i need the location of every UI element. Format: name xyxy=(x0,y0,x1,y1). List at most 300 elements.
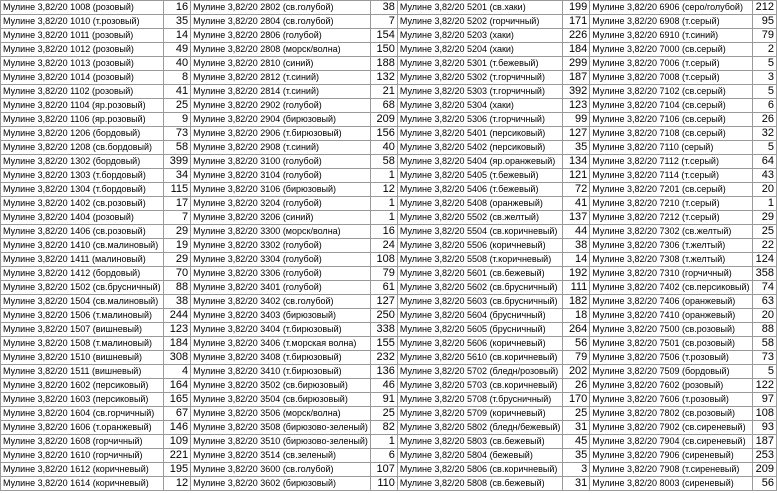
quantity-cell[interactable]: 192 xyxy=(563,267,590,281)
quantity-cell[interactable]: 79 xyxy=(370,267,397,281)
table-row xyxy=(1,449,777,463)
product-name-cell[interactable]: Мулине 3,82/20 1411 (малиновый) xyxy=(1,253,164,267)
quantity-cell[interactable]: 26 xyxy=(563,379,590,393)
quantity-cell[interactable]: 72 xyxy=(563,183,590,197)
quantity-cell[interactable]: 20 xyxy=(752,309,776,323)
quantity-cell[interactable]: 127 xyxy=(370,295,397,309)
quantity-cell[interactable]: 1 xyxy=(370,211,397,225)
quantity-cell[interactable]: 63 xyxy=(752,295,776,309)
quantity-cell[interactable]: 212 xyxy=(752,1,776,15)
product-name-cell[interactable]: Мулине 3,82/20 2804 (св.голубой) xyxy=(191,15,371,29)
product-name-cell[interactable]: Мулине 3,82/20 3510 (бирюзово-зеленый) xyxy=(191,435,371,449)
quantity-cell[interactable]: 155 xyxy=(370,337,397,351)
product-name-cell[interactable]: Мулине 3,82/20 5306 (т.горчичный) xyxy=(397,113,563,127)
product-name-cell[interactable]: Мулине 3,82/20 7008 (т.серый) xyxy=(590,71,752,85)
product-name-cell[interactable]: Мулине 3,82/20 7212 (т.серый) xyxy=(590,211,752,225)
quantity-cell[interactable]: 16 xyxy=(370,225,397,239)
product-name-cell[interactable]: Мулине 3,82/20 7904 (св.сиреневый) xyxy=(590,435,752,449)
product-name-cell[interactable]: Мулине 3,82/20 5702 (бледн/розовый) xyxy=(397,365,563,379)
quantity-cell[interactable]: 171 xyxy=(563,15,590,29)
product-name-cell[interactable]: Мулине 3,82/20 1603 (персиковый) xyxy=(1,393,164,407)
product-name-cell[interactable]: Мулине 3,82/20 1502 (св.брусничный) xyxy=(1,281,164,295)
product-name-cell[interactable]: Мулине 3,82/20 1604 (св.горчичный) xyxy=(1,407,164,421)
product-name-cell[interactable]: Мулине 3,82/20 7104 (св.серый) xyxy=(590,99,752,113)
quantity-cell[interactable]: 24 xyxy=(370,239,397,253)
table-row xyxy=(1,407,777,421)
quantity-cell[interactable]: 132 xyxy=(370,71,397,85)
table-row xyxy=(1,113,777,127)
product-name-cell[interactable]: Мулине 3,82/20 3406 (т.морская волна) xyxy=(191,337,371,351)
product-name-cell[interactable]: Мулине 3,82/20 7306 (т.желтый) xyxy=(590,239,752,253)
product-name-cell[interactable]: Мулине 3,82/20 7310 (горчичный) xyxy=(590,267,752,281)
quantity-cell[interactable]: 12 xyxy=(163,477,191,491)
product-name-cell[interactable]: Мулине 3,82/20 1402 (св.розовый) xyxy=(1,197,164,211)
product-name-cell[interactable]: Мулине 3,82/20 3104 (голубой) xyxy=(191,169,371,183)
quantity-cell[interactable]: 46 xyxy=(370,379,397,393)
product-name-cell[interactable]: Мулине 3,82/20 8003 (сиреневый) xyxy=(590,477,752,491)
product-name-cell[interactable]: Мулине 3,82/20 5408 (оранжевый) xyxy=(397,197,563,211)
product-name-cell[interactable]: Мулине 3,82/20 2814 (т.синий) xyxy=(191,85,371,99)
product-name-cell[interactable]: Мулине 3,82/20 7602 (розовый) xyxy=(590,379,752,393)
product-name-cell[interactable]: Мулине 3,82/20 1504 (св.малиновый) xyxy=(1,295,164,309)
quantity-cell[interactable]: 29 xyxy=(163,225,191,239)
quantity-cell[interactable]: 226 xyxy=(563,29,590,43)
product-name-cell[interactable]: Мулине 3,82/20 1610 (горчичный) xyxy=(1,449,164,463)
quantity-cell[interactable]: 25 xyxy=(370,407,397,421)
product-name-cell[interactable]: Мулине 3,82/20 1602 (персиковый) xyxy=(1,379,164,393)
product-name-cell[interactable]: Мулине 3,82/20 1507 (вишневый) xyxy=(1,323,164,337)
quantity-cell[interactable]: 67 xyxy=(163,407,191,421)
quantity-cell[interactable]: 9 xyxy=(163,113,191,127)
product-name-cell[interactable]: Мулине 3,82/20 3502 (св.бирюзовый) xyxy=(191,379,371,393)
product-name-cell[interactable]: Мулине 3,82/20 5806 (св.коричневый) xyxy=(397,463,563,477)
product-name-cell[interactable]: Мулине 3,82/20 1510 (вишневый) xyxy=(1,351,164,365)
quantity-cell[interactable]: 73 xyxy=(752,351,776,365)
quantity-cell[interactable]: 123 xyxy=(563,99,590,113)
quantity-cell[interactable]: 99 xyxy=(563,113,590,127)
quantity-cell[interactable]: 250 xyxy=(370,309,397,323)
table-row xyxy=(1,15,777,29)
quantity-cell[interactable]: 58 xyxy=(163,141,191,155)
quantity-cell[interactable]: 56 xyxy=(563,337,590,351)
quantity-cell[interactable]: 121 xyxy=(563,169,590,183)
product-name-cell[interactable]: Мулине 3,82/20 3300 (морск/волна) xyxy=(191,225,371,239)
product-name-cell[interactable]: Мулине 3,82/20 3302 (голубой) xyxy=(191,239,371,253)
product-name-cell[interactable]: Мулине 3,82/20 3403 (бирюзовый) xyxy=(191,309,371,323)
product-name-cell[interactable]: Мулине 3,82/20 3404 (т.бирюзовый) xyxy=(191,323,371,337)
quantity-cell[interactable]: 122 xyxy=(752,379,776,393)
quantity-cell[interactable]: 31 xyxy=(563,477,590,491)
product-name-cell[interactable]: Мулине 3,82/20 3506 (морск/волна) xyxy=(191,407,371,421)
product-name-cell[interactable]: Мулине 3,82/20 5204 (хаки) xyxy=(397,43,563,57)
quantity-cell[interactable]: 19 xyxy=(163,239,191,253)
product-name-cell[interactable]: Мулине 3,82/20 7110 (серый) xyxy=(590,141,752,155)
product-name-cell[interactable]: Мулине 3,82/20 1102 (розовый) xyxy=(1,85,164,99)
table-row xyxy=(1,183,777,197)
quantity-cell[interactable]: 6 xyxy=(752,99,776,113)
quantity-cell[interactable]: 40 xyxy=(370,141,397,155)
quantity-cell[interactable]: 93 xyxy=(752,421,776,435)
quantity-cell[interactable]: 14 xyxy=(163,29,191,43)
quantity-cell[interactable]: 7 xyxy=(370,15,397,29)
product-name-cell[interactable]: Мулине 3,82/20 5709 (коричневый) xyxy=(397,407,563,421)
quantity-cell[interactable]: 124 xyxy=(752,253,776,267)
table-row xyxy=(1,57,777,71)
quantity-cell[interactable]: 5 xyxy=(752,57,776,71)
product-name-cell[interactable]: Мулине 3,82/20 5506 (коричневый) xyxy=(397,239,563,253)
product-name-cell[interactable]: Мулине 3,82/20 3504 (св.бирюзовый) xyxy=(191,393,371,407)
product-name-cell[interactable]: Мулине 3,82/20 5802 (бледн/бежевый) xyxy=(397,421,563,435)
quantity-cell[interactable]: 1 xyxy=(370,435,397,449)
product-name-cell[interactable]: Мулине 3,82/20 6908 (т.серый) xyxy=(590,15,752,29)
quantity-cell[interactable]: 188 xyxy=(370,57,397,71)
product-name-cell[interactable]: Мулине 3,82/20 7908 (т.сиреневый) xyxy=(590,463,752,477)
quantity-cell[interactable]: 43 xyxy=(752,169,776,183)
product-name-cell[interactable]: Мулине 3,82/20 1608 (горчичный) xyxy=(1,435,164,449)
product-name-cell[interactable]: Мулине 3,82/20 3204 (голубой) xyxy=(191,197,371,211)
quantity-cell[interactable]: 49 xyxy=(163,43,191,57)
quantity-cell[interactable]: 109 xyxy=(163,435,191,449)
quantity-cell[interactable]: 308 xyxy=(163,351,191,365)
product-name-cell[interactable]: Мулине 3,82/20 5708 (т.брусничный) xyxy=(397,393,563,407)
quantity-cell[interactable]: 5 xyxy=(752,141,776,155)
product-name-cell[interactable]: Мулине 3,82/20 5203 (хаки) xyxy=(397,29,563,43)
product-name-cell[interactable]: Мулине 3,82/20 7902 (св.сиреневый) xyxy=(590,421,752,435)
product-name-cell[interactable]: Мулине 3,82/20 7802 (св.розовый) xyxy=(590,407,752,421)
product-name-cell[interactable]: Мулине 3,82/20 2810 (синий) xyxy=(191,57,371,71)
quantity-cell[interactable]: 134 xyxy=(563,155,590,169)
table-row xyxy=(1,379,777,393)
product-name-cell[interactable]: Мулине 3,82/20 6910 (т.синий) xyxy=(590,29,752,43)
quantity-cell[interactable]: 399 xyxy=(163,155,191,169)
product-name-cell[interactable]: Мулине 3,82/20 3408 (т.бирюзовый) xyxy=(191,351,371,365)
quantity-cell[interactable]: 338 xyxy=(370,323,397,337)
quantity-cell[interactable]: 26 xyxy=(752,113,776,127)
product-name-cell[interactable]: Мулине 3,82/20 7906 (сиреневый) xyxy=(590,449,752,463)
table-row xyxy=(1,267,777,281)
quantity-cell[interactable]: 68 xyxy=(370,99,397,113)
quantity-cell[interactable]: 95 xyxy=(752,15,776,29)
product-name-cell[interactable]: Мулине 3,82/20 1304 (т.бордовый) xyxy=(1,183,164,197)
quantity-cell[interactable]: 184 xyxy=(163,337,191,351)
product-name-cell[interactable]: Мулине 3,82/20 7114 (т.серый) xyxy=(590,169,752,183)
quantity-cell[interactable]: 88 xyxy=(163,281,191,295)
product-name-cell[interactable]: Мулине 3,82/20 7308 (т.желтый) xyxy=(590,253,752,267)
quantity-cell[interactable]: 38 xyxy=(163,295,191,309)
product-name-cell[interactable]: Мулине 3,82/20 1404 (розовый) xyxy=(1,211,164,225)
quantity-cell[interactable]: 25 xyxy=(163,99,191,113)
product-name-cell[interactable]: Мулине 3,82/20 5804 (бежевый) xyxy=(397,449,563,463)
product-name-cell[interactable]: Мулине 3,82/20 2812 (т.синий) xyxy=(191,71,371,85)
product-name-cell[interactable]: Мулине 3,82/20 1303 (т.бордовый) xyxy=(1,169,164,183)
product-name-cell[interactable]: Мулине 3,82/20 2902 (голубой) xyxy=(191,99,371,113)
product-name-cell[interactable]: Мулине 3,82/20 1302 (бордовый) xyxy=(1,155,164,169)
quantity-cell[interactable]: 1 xyxy=(370,169,397,183)
product-name-cell[interactable]: Мулине 3,82/20 5602 (св.брусничный) xyxy=(397,281,563,295)
product-name-cell[interactable]: Мулине 3,82/20 5603 (св.брусничный) xyxy=(397,295,563,309)
quantity-cell[interactable]: 14 xyxy=(563,253,590,267)
product-name-cell[interactable]: Мулине 3,82/20 3106 (бирюзовый) xyxy=(191,183,371,197)
product-name-cell[interactable]: Мулине 3,82/20 7210 (т.серый) xyxy=(590,197,752,211)
quantity-cell[interactable]: 88 xyxy=(752,323,776,337)
product-name-cell[interactable]: Мулине 3,82/20 5405 (т.бежевый) xyxy=(397,169,563,183)
quantity-cell[interactable]: 20 xyxy=(752,183,776,197)
product-name-cell[interactable]: Мулине 3,82/20 3206 (синий) xyxy=(191,211,371,225)
table-row xyxy=(1,99,777,113)
quantity-cell[interactable]: 29 xyxy=(752,211,776,225)
quantity-cell[interactable]: 73 xyxy=(163,127,191,141)
table-row xyxy=(1,197,777,211)
product-name-cell[interactable]: Мулине 3,82/20 1014 (розовый) xyxy=(1,71,164,85)
quantity-cell[interactable]: 6 xyxy=(370,449,397,463)
product-name-cell[interactable]: Мулине 3,82/20 3410 (т.бирюзовый) xyxy=(191,365,371,379)
product-name-cell[interactable]: Мулине 3,82/20 5508 (т.коричневый) xyxy=(397,253,563,267)
quantity-cell[interactable]: 79 xyxy=(752,29,776,43)
quantity-cell[interactable]: 21 xyxy=(370,85,397,99)
table-row xyxy=(1,43,777,57)
product-name-cell[interactable]: Мулине 3,82/20 2906 (т.бирюзовый) xyxy=(191,127,371,141)
quantity-cell[interactable]: 35 xyxy=(563,141,590,155)
quantity-cell[interactable]: 44 xyxy=(563,225,590,239)
quantity-cell[interactable]: 31 xyxy=(563,421,590,435)
quantity-cell[interactable]: 209 xyxy=(370,113,397,127)
quantity-cell[interactable]: 156 xyxy=(370,127,397,141)
quantity-cell[interactable]: 392 xyxy=(563,85,590,99)
product-name-cell[interactable]: Мулине 3,82/20 7108 (св.серый) xyxy=(590,127,752,141)
quantity-cell[interactable]: 199 xyxy=(563,1,590,15)
product-name-cell[interactable]: Мулине 3,82/20 5401 (персиковый) xyxy=(397,127,563,141)
quantity-cell[interactable]: 79 xyxy=(563,351,590,365)
quantity-cell[interactable]: 202 xyxy=(563,365,590,379)
product-name-cell[interactable]: Мулине 3,82/20 7102 (св.серый) xyxy=(590,85,752,99)
product-name-cell[interactable]: Мулине 3,82/20 5601 (св.бежевый) xyxy=(397,267,563,281)
quantity-cell[interactable]: 74 xyxy=(752,281,776,295)
quantity-cell[interactable]: 3 xyxy=(752,71,776,85)
product-name-cell[interactable]: Мулине 3,82/20 1011 (розовый) xyxy=(1,29,164,43)
quantity-cell[interactable]: 107 xyxy=(370,463,397,477)
quantity-cell[interactable]: 358 xyxy=(752,267,776,281)
quantity-cell[interactable]: 70 xyxy=(163,267,191,281)
quantity-cell[interactable]: 8 xyxy=(163,71,191,85)
quantity-cell[interactable]: 108 xyxy=(752,407,776,421)
quantity-cell[interactable]: 123 xyxy=(163,323,191,337)
product-name-cell[interactable]: Мулине 3,82/20 3401 (голубой) xyxy=(191,281,371,295)
quantity-cell[interactable]: 5 xyxy=(752,85,776,99)
product-name-cell[interactable]: Мулине 3,82/20 7506 (т.розовый) xyxy=(590,351,752,365)
product-name-cell[interactable]: Мулине 3,82/20 2908 (т.синий) xyxy=(191,141,371,155)
product-name-cell[interactable]: Мулине 3,82/20 2808 (морск/волна) xyxy=(191,43,371,57)
product-name-cell[interactable]: Мулине 3,82/20 7000 (св.серый) xyxy=(590,43,752,57)
quantity-cell[interactable]: 108 xyxy=(370,253,397,267)
table-row xyxy=(1,463,777,477)
quantity-cell[interactable]: 41 xyxy=(563,197,590,211)
product-name-cell[interactable]: Мулине 3,82/20 3600 (св.голубой) xyxy=(191,463,371,477)
product-name-cell[interactable]: Мулине 3,82/20 1612 (коричневый) xyxy=(1,463,164,477)
product-name-cell[interactable]: Мулине 3,82/20 7302 (св.желтый) xyxy=(590,225,752,239)
product-name-cell[interactable]: Мулине 3,82/20 2806 (голубой) xyxy=(191,29,371,43)
quantity-cell[interactable]: 221 xyxy=(163,449,191,463)
product-name-cell[interactable]: Мулине 3,82/20 7201 (св.серый) xyxy=(590,183,752,197)
quantity-cell[interactable]: 2 xyxy=(752,43,776,57)
quantity-cell[interactable]: 56 xyxy=(752,477,776,491)
quantity-cell[interactable]: 253 xyxy=(752,449,776,463)
table-row xyxy=(1,169,777,183)
quantity-cell[interactable]: 170 xyxy=(563,393,590,407)
product-name-cell[interactable]: Мулине 3,82/20 5803 (св.бежевый) xyxy=(397,435,563,449)
product-name-cell[interactable]: Мулине 3,82/20 5404 (яр.оранжевый) xyxy=(397,155,563,169)
quantity-cell[interactable]: 115 xyxy=(163,183,191,197)
quantity-cell[interactable]: 187 xyxy=(563,71,590,85)
quantity-cell[interactable]: 111 xyxy=(563,281,590,295)
product-name-cell[interactable]: Мулине 3,82/20 5302 (т.горчичный) xyxy=(397,71,563,85)
quantity-cell[interactable]: 61 xyxy=(370,281,397,295)
quantity-cell[interactable]: 64 xyxy=(752,155,776,169)
product-name-cell[interactable]: Мулине 3,82/20 5201 (св.хаки) xyxy=(397,1,563,15)
product-name-cell[interactable]: Мулине 3,82/20 3304 (голубой) xyxy=(191,253,371,267)
quantity-cell[interactable]: 187 xyxy=(752,435,776,449)
quantity-cell[interactable]: 4 xyxy=(163,365,191,379)
product-name-cell[interactable]: Мулине 3,82/20 5703 (св.коричневый) xyxy=(397,379,563,393)
product-name-cell[interactable]: Мулине 3,82/20 7406 (оранжевый) xyxy=(590,295,752,309)
product-name-cell[interactable]: Мулине 3,82/20 3514 (св.зеленый) xyxy=(191,449,371,463)
quantity-cell[interactable]: 17 xyxy=(163,197,191,211)
quantity-cell[interactable]: 97 xyxy=(752,393,776,407)
quantity-cell[interactable]: 12 xyxy=(370,183,397,197)
product-name-cell[interactable]: Мулине 3,82/20 1506 (т.малиновый) xyxy=(1,309,164,323)
quantity-cell[interactable]: 127 xyxy=(563,127,590,141)
product-name-cell[interactable]: Мулине 3,82/20 5808 (св.бежевый) xyxy=(397,477,563,491)
product-name-cell[interactable]: Мулине 3,82/20 6906 (серо/голубой) xyxy=(590,1,752,15)
product-name-cell[interactable]: Мулине 3,82/20 3402 (св.голубой) xyxy=(191,295,371,309)
product-name-cell[interactable]: Мулине 3,82/20 1010 (т.розовый) xyxy=(1,15,164,29)
quantity-cell[interactable]: 40 xyxy=(163,57,191,71)
table-row xyxy=(1,239,777,253)
product-name-cell[interactable]: Мулине 3,82/20 7606 (т.розовый) xyxy=(590,393,752,407)
product-name-cell[interactable]: Мулине 3,82/20 5406 (т.бежевый) xyxy=(397,183,563,197)
quantity-cell[interactable]: 22 xyxy=(752,239,776,253)
product-name-cell[interactable]: Мулине 3,82/20 7501 (св.розовый) xyxy=(590,337,752,351)
product-name-cell[interactable]: Мулине 3,82/20 1410 (св.малиновый) xyxy=(1,239,164,253)
product-name-cell[interactable]: Мулине 3,82/20 1104 (яр.розовый) xyxy=(1,99,164,113)
table-row xyxy=(1,211,777,225)
quantity-cell[interactable]: 38 xyxy=(563,239,590,253)
product-name-cell[interactable]: Мулине 3,82/20 1614 (коричневый) xyxy=(1,477,164,491)
table-row xyxy=(1,29,777,43)
product-name-cell[interactable]: Мулине 3,82/20 1206 (бордовый) xyxy=(1,127,164,141)
quantity-cell[interactable]: 29 xyxy=(163,253,191,267)
product-name-cell[interactable]: Мулине 3,82/20 2904 (бирюзовый) xyxy=(191,113,371,127)
product-name-cell[interactable]: Мулине 3,82/20 5504 (св.коричневый) xyxy=(397,225,563,239)
quantity-cell[interactable]: 58 xyxy=(370,155,397,169)
quantity-cell[interactable]: 32 xyxy=(752,127,776,141)
product-name-cell[interactable]: Мулине 3,82/20 5303 (т.горчичный) xyxy=(397,85,563,99)
product-name-cell[interactable]: Мулине 3,82/20 1406 (св.розовый) xyxy=(1,225,164,239)
product-name-cell[interactable]: Мулине 3,82/20 7509 (бордовый) xyxy=(590,365,752,379)
quantity-cell[interactable]: 244 xyxy=(163,309,191,323)
product-name-cell[interactable]: Мулине 3,82/20 7402 (св.персиковый) xyxy=(590,281,752,295)
quantity-cell[interactable]: 150 xyxy=(370,43,397,57)
product-name-cell[interactable]: Мулине 3,82/20 2802 (св.голубой) xyxy=(191,1,371,15)
product-name-cell[interactable]: Мулине 3,82/20 1106 (яр.розовый) xyxy=(1,113,164,127)
quantity-cell[interactable]: 164 xyxy=(163,379,191,393)
quantity-cell[interactable]: 34 xyxy=(163,169,191,183)
product-name-cell[interactable]: Мулине 3,82/20 3306 (голубой) xyxy=(191,267,371,281)
product-name-cell[interactable]: Мулине 3,82/20 7106 (св.серый) xyxy=(590,113,752,127)
table-row xyxy=(1,393,777,407)
quantity-cell[interactable]: 264 xyxy=(563,323,590,337)
quantity-cell[interactable]: 137 xyxy=(563,211,590,225)
product-name-cell[interactable]: Мулине 3,82/20 3602 (бирюзовый) xyxy=(191,477,371,491)
product-name-cell[interactable]: Мулине 3,82/20 5402 (персиковый) xyxy=(397,141,563,155)
quantity-cell[interactable]: 58 xyxy=(752,337,776,351)
product-name-cell[interactable]: Мулине 3,82/20 5605 (брусничный) xyxy=(397,323,563,337)
product-name-cell[interactable]: Мулине 3,82/20 5604 (брусничный) xyxy=(397,309,563,323)
quantity-cell[interactable]: 35 xyxy=(163,15,191,29)
quantity-cell[interactable]: 299 xyxy=(563,57,590,71)
product-name-cell[interactable]: Мулине 3,82/20 7500 (св.розовый) xyxy=(590,323,752,337)
product-name-cell[interactable]: Мулине 3,82/20 7410 (оранжевый) xyxy=(590,309,752,323)
product-name-cell[interactable]: Мулине 3,82/20 1412 (бордовый) xyxy=(1,267,164,281)
quantity-cell[interactable]: 41 xyxy=(163,85,191,99)
table-row xyxy=(1,365,777,379)
quantity-cell[interactable]: 45 xyxy=(563,435,590,449)
quantity-cell[interactable]: 91 xyxy=(370,393,397,407)
table-row xyxy=(1,351,777,365)
quantity-cell[interactable]: 1 xyxy=(370,197,397,211)
product-name-cell[interactable]: Мулине 3,82/20 5606 (коричневый) xyxy=(397,337,563,351)
quantity-cell[interactable]: 25 xyxy=(752,225,776,239)
product-name-cell[interactable]: Мулине 3,82/20 1208 (св.бордовый) xyxy=(1,141,164,155)
quantity-cell[interactable]: 232 xyxy=(370,351,397,365)
product-name-cell[interactable]: Мулине 3,82/20 3508 (бирюзово-зеленый) xyxy=(191,421,371,435)
quantity-cell[interactable]: 5 xyxy=(752,365,776,379)
product-name-cell[interactable]: Мулине 3,82/20 5202 (горчичный) xyxy=(397,15,563,29)
quantity-cell[interactable]: 195 xyxy=(163,463,191,477)
quantity-cell[interactable]: 146 xyxy=(163,421,191,435)
product-name-cell[interactable]: Мулине 3,82/20 5610 (св.коричневый) xyxy=(397,351,563,365)
quantity-cell[interactable]: 18 xyxy=(563,309,590,323)
product-name-cell[interactable]: Мулине 3,82/20 5301 (т.бежевый) xyxy=(397,57,563,71)
quantity-cell[interactable]: 165 xyxy=(163,393,191,407)
product-name-cell[interactable]: Мулине 3,82/20 3100 (голубой) xyxy=(191,155,371,169)
table-row xyxy=(1,155,777,169)
quantity-cell[interactable]: 25 xyxy=(563,407,590,421)
quantity-cell[interactable]: 35 xyxy=(563,449,590,463)
product-name-cell[interactable]: Мулине 3,82/20 5304 (хаки) xyxy=(397,99,563,113)
product-name-cell[interactable]: Мулине 3,82/20 1013 (розовый) xyxy=(1,57,164,71)
quantity-cell[interactable]: 3 xyxy=(563,463,590,477)
quantity-cell[interactable]: 1 xyxy=(752,197,776,211)
quantity-cell[interactable]: 184 xyxy=(563,43,590,57)
product-name-cell[interactable]: Мулине 3,82/20 1511 (вишневый) xyxy=(1,365,164,379)
quantity-cell[interactable]: 7 xyxy=(163,211,191,225)
quantity-cell[interactable]: 110 xyxy=(370,477,397,491)
quantity-cell[interactable]: 38 xyxy=(370,1,397,15)
product-name-cell[interactable]: Мулине 3,82/20 7006 (т.серый) xyxy=(590,57,752,71)
product-name-cell[interactable]: Мулине 3,82/20 1508 (т.малиновый) xyxy=(1,337,164,351)
quantity-cell[interactable]: 82 xyxy=(370,421,397,435)
product-name-cell[interactable]: Мулине 3,82/20 1008 (розовый) xyxy=(1,1,164,15)
product-name-cell[interactable]: Мулине 3,82/20 5502 (св.желтый) xyxy=(397,211,563,225)
quantity-cell[interactable]: 16 xyxy=(163,1,191,15)
quantity-cell[interactable]: 209 xyxy=(752,463,776,477)
product-name-cell[interactable]: Мулине 3,82/20 1012 (розовый) xyxy=(1,43,164,57)
product-name-cell[interactable]: Мулине 3,82/20 7112 (т.серый) xyxy=(590,155,752,169)
quantity-cell[interactable]: 136 xyxy=(370,365,397,379)
quantity-cell[interactable]: 182 xyxy=(563,295,590,309)
product-name-cell[interactable]: Мулине 3,82/20 1606 (т.оранжевый) xyxy=(1,421,164,435)
quantity-cell[interactable]: 154 xyxy=(370,29,397,43)
